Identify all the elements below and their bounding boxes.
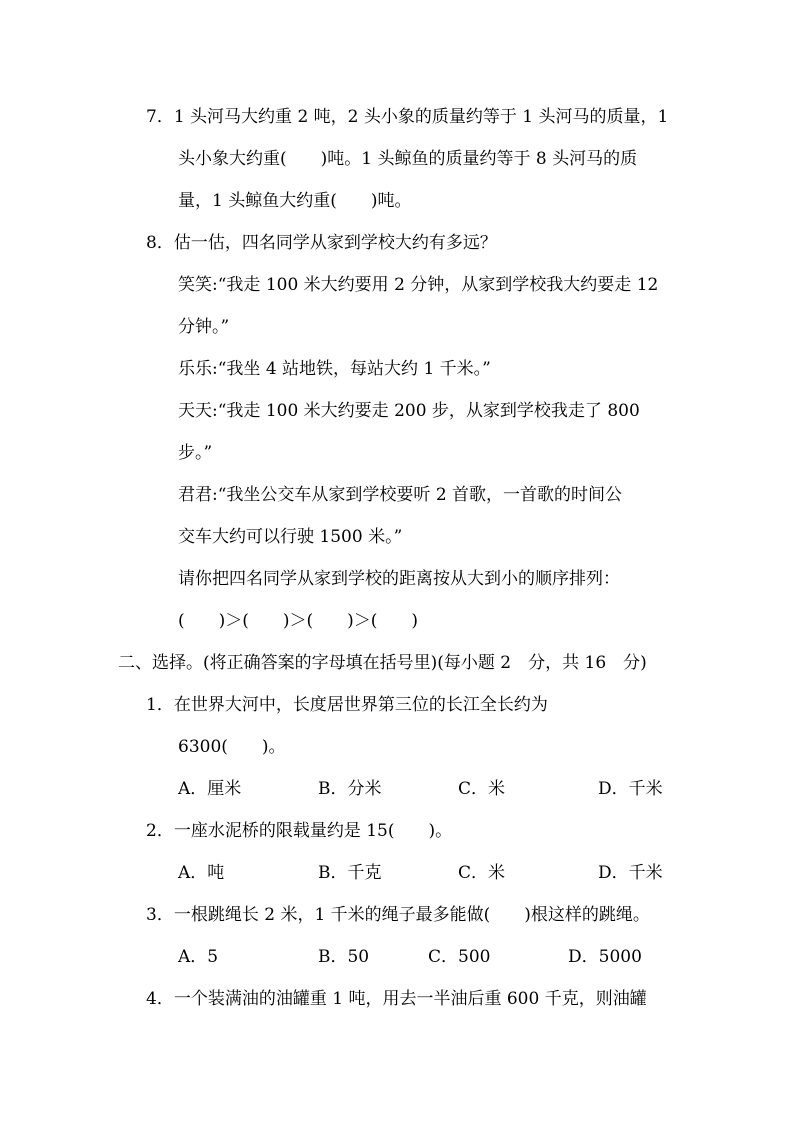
c3-option-d: D．5000 xyxy=(568,947,642,967)
c4-stem: 4．一个装满油的油罐重 1 吨，用去一半油后重 600 千克，则油罐 xyxy=(146,989,647,1009)
q8-tiantian-line-1: 天天:“我走 100 米大约要走 200 步，从家到学校我走了 800 xyxy=(178,401,640,421)
q8-xiaoxiao-line-1: 笑笑:“我走 100 米大约要用 2 分钟，从家到学校我大约要走 12 xyxy=(178,275,659,295)
c1-option-c: C．米 xyxy=(458,779,506,799)
c1-stem-line-2: 6300( )。 xyxy=(178,737,286,757)
q8-junjun-line-2: 交车大约可以行驶 1500 米。” xyxy=(178,527,403,547)
q8-tiantian-line-2: 步。” xyxy=(178,443,213,463)
c3-option-b: B．50 xyxy=(318,947,370,967)
q8-xiaoxiao-line-2: 分钟。” xyxy=(178,317,230,337)
c3-option-c: C．500 xyxy=(428,947,491,967)
q8-stem: 8．估一估，四名同学从家到学校大约有多远？ xyxy=(146,233,497,253)
c3-stem: 3．一根跳绳长 2 米，1 千米的绳子最多能做( )根这样的跳绳。 xyxy=(146,905,650,925)
c1-option-b: B．分米 xyxy=(318,779,382,799)
q7-line-2: 头小象大约重( )吨。1 头鲸鱼的质量约等于 8 头河马的质 xyxy=(178,149,638,169)
q8-answer-row: ( )＞( )＞( )＞( ) xyxy=(178,611,419,631)
section-2-heading: 二、选择。(将正确答案的字母填在括号里)(每小题 2 分，共 16 分) xyxy=(118,653,647,673)
c2-option-d: D．千米 xyxy=(598,863,663,883)
q7-line-3: 量，1 头鲸鱼大约重( )吨。 xyxy=(178,191,412,211)
c2-option-b: B．千克 xyxy=(318,863,382,883)
c2-stem: 2．一座水泥桥的限载量约是 15( )。 xyxy=(146,821,453,841)
c2-option-a: A．吨 xyxy=(178,863,225,883)
c2-option-c: C．米 xyxy=(458,863,506,883)
c3-option-a: A．5 xyxy=(178,947,219,967)
c1-option-a: A．厘米 xyxy=(178,779,242,799)
q8-instruction: 请你把四名同学从家到学校的距离按从大到小的顺序排列： xyxy=(178,569,620,589)
q8-lele: 乐乐:“我坐 4 站地铁，每站大约 1 千米。” xyxy=(178,359,491,379)
c1-option-d: D．千米 xyxy=(598,779,663,799)
c1-stem-line-1: 1．在世界大河中，长度居世界第三位的长江全长约为 xyxy=(146,695,548,715)
q8-junjun-line-1: 君君:“我坐公交车从家到学校要听 2 首歌，一首歌的时间公 xyxy=(178,485,623,505)
q7-line-1: 7．1 头河马大约重 2 吨，2 头小象的质量约等于 1 头河马的质量，1 xyxy=(146,107,669,127)
